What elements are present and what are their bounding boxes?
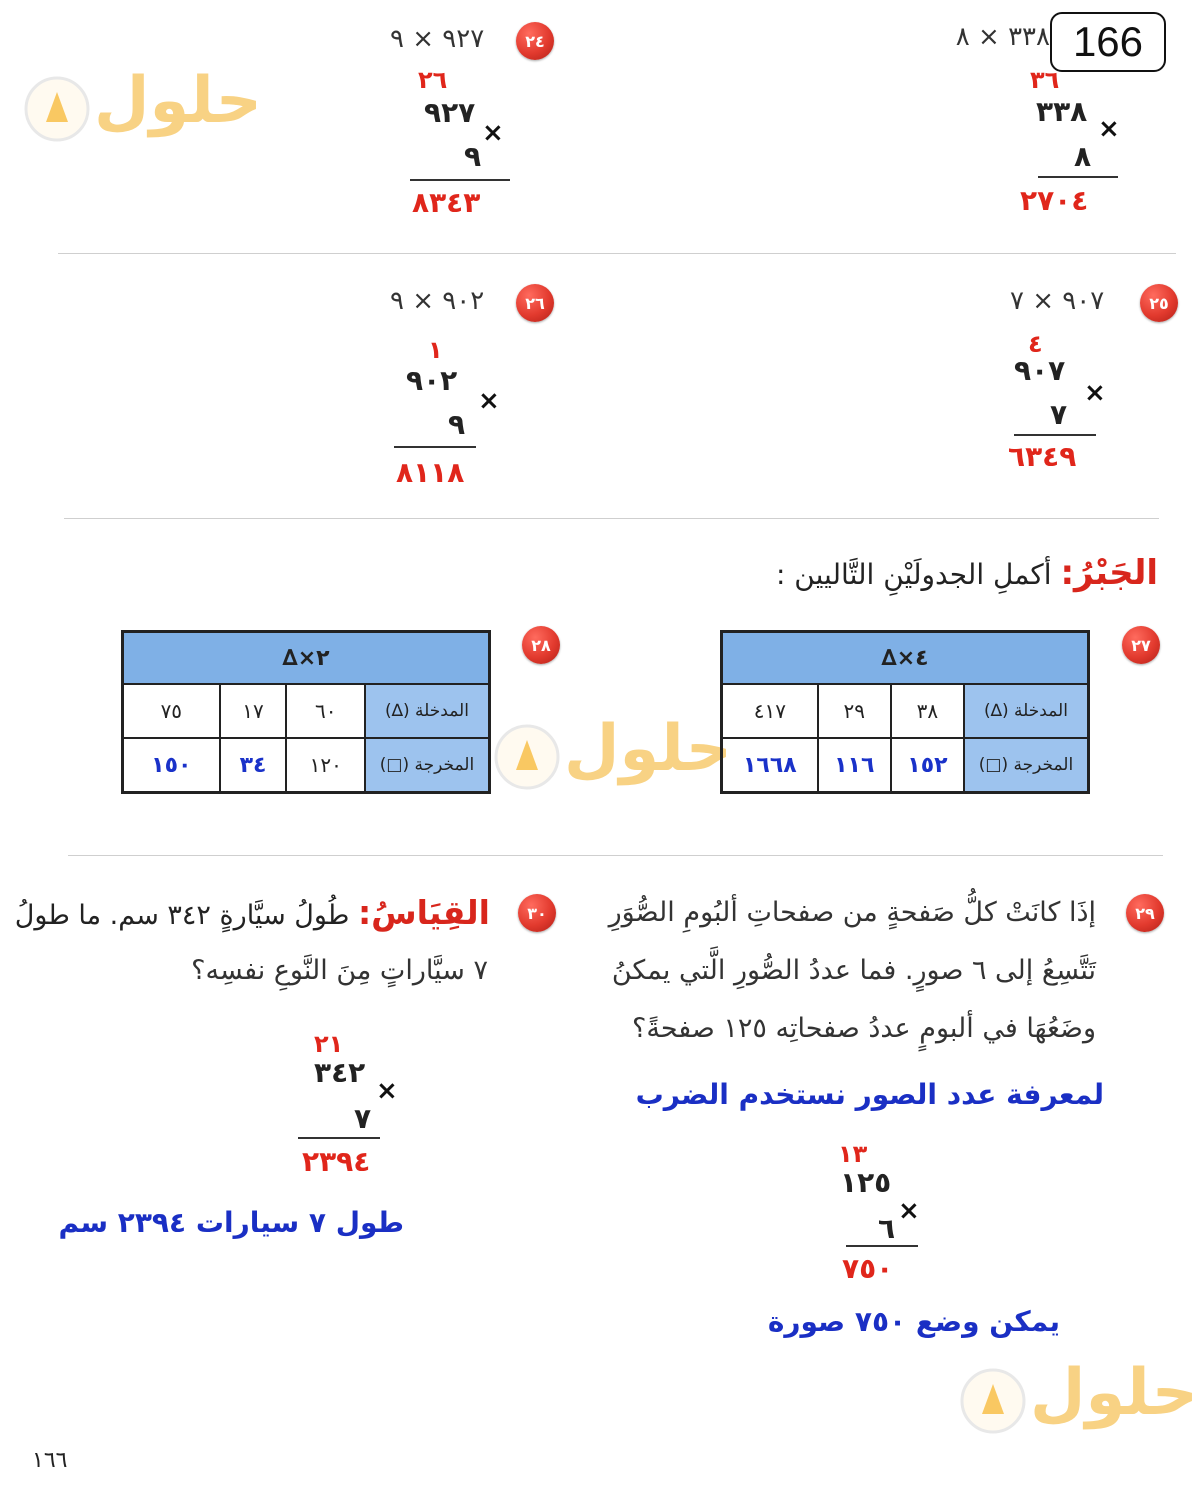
- algebra-instruction: أكملِ الجدولَيْنِ التَّاليين :: [775, 558, 1052, 591]
- problem-24-badge: ٢٤: [516, 22, 554, 60]
- table-27-output-3: ١٦٦٨: [722, 738, 818, 793]
- problem-26-carry: ١: [428, 336, 443, 364]
- table-28-input-1: ٦٠: [286, 684, 365, 738]
- table-28-output-1: ١٢٠: [286, 738, 365, 793]
- problem-24-times-sign: ×: [482, 118, 504, 148]
- table-27-output-1: ١٥٢: [891, 738, 964, 793]
- logo-text: حلول: [1030, 1356, 1198, 1430]
- problem-25-times-sign: ×: [1084, 378, 1106, 408]
- problem-30-line-1: طُولُ سيَّارةٍ ٣٤٢ سم. ما طولُ: [14, 900, 350, 931]
- table-27-header-row: [722, 632, 1089, 685]
- table-27-output-2: ١١٦: [818, 738, 891, 793]
- table-27-input-2: ٢٩: [818, 684, 891, 738]
- problem-29-answer: يمكن وضع ٧٥٠ صورة: [767, 1305, 1060, 1338]
- table-27-input-1: ٣٨: [891, 684, 964, 738]
- divider-2: [64, 518, 1159, 519]
- problem-24-carry: ٢٦: [418, 66, 448, 94]
- problem-30-badge: ٣٠: [518, 894, 556, 932]
- divider-3: [68, 855, 1163, 856]
- problem-26-statement: ٩٠٢ × ٩: [390, 286, 485, 316]
- problem-29-hint: لمعرفة عدد الصور نستخدم الضرب: [635, 1078, 1104, 1111]
- problem-24-multiplicand: ٩٢٧: [424, 96, 476, 129]
- page-number-badge: 166: [1050, 12, 1166, 72]
- problem-26-multiplicand: ٩٠٢: [406, 364, 458, 397]
- table-27-header: ٤×∆: [722, 632, 1089, 685]
- problem-29-times-sign: ×: [898, 1196, 920, 1226]
- algebra-heading: [776, 553, 1158, 593]
- problem-26-times-sign: ×: [478, 386, 500, 416]
- problem-30-multiplier: ٧: [354, 1102, 372, 1135]
- problem-24-multiplier: ٩: [464, 140, 482, 173]
- problem-29-line-3: وضَعُهَا في ألبومٍ عددُ صفحاتِه ١٢٥ صفحةً؟: [632, 1013, 1096, 1044]
- table-28-output-row: [123, 738, 490, 793]
- table-28-input-2: ١٧: [220, 684, 287, 738]
- problem-30-answer: طول ٧ سيارات ٢٣٩٤ سم: [58, 1206, 404, 1239]
- table-27-input-row: [722, 684, 1089, 738]
- table-28: [121, 630, 491, 794]
- table-27-input-label: المدخلة (∆): [964, 684, 1089, 738]
- table-27-input-3: ٤١٧: [722, 684, 818, 738]
- table-28-output-2: ٣٤: [220, 738, 287, 793]
- table-28-header: ٢×∆: [123, 632, 490, 685]
- problem-30-result: ٢٣٩٤: [302, 1145, 371, 1178]
- problem-29-multiplicand: ١٢٥: [840, 1166, 892, 1199]
- algebra-title: الجَبْرُ:: [1060, 553, 1158, 593]
- table-28-input-label: المدخلة (∆): [365, 684, 490, 738]
- problem-25-result: ٦٣٤٩: [1008, 440, 1077, 473]
- problem-23-result: ٢٧٠٤: [1020, 184, 1089, 217]
- problem-30-carry: ٢١: [314, 1030, 344, 1058]
- problem-23-multiplier: ٨: [1074, 140, 1092, 173]
- logo-icon: [492, 722, 562, 792]
- problem-29-rule: [846, 1245, 918, 1247]
- problem-29-carry: ١٣: [838, 1140, 868, 1168]
- problem-30-times-sign: ×: [376, 1076, 398, 1106]
- problem-30-title: القِيَاسُ:: [357, 893, 490, 932]
- problem-26-result: ٨١١٨: [396, 456, 465, 489]
- problem-26-multiplier: ٩: [448, 408, 466, 441]
- problem-23-times-sign: ×: [1098, 114, 1120, 144]
- watermark-logo-bottom: [958, 1354, 1198, 1444]
- table-27-output-label: المخرجة (□): [964, 738, 1089, 793]
- problem-24-rule: [410, 179, 510, 181]
- problem-29-result: ٧٥٠: [842, 1252, 894, 1285]
- logo-icon: [22, 74, 92, 144]
- problem-23-rule: [1038, 176, 1118, 178]
- logo-text: حلول: [564, 712, 732, 786]
- footer-page-number: ١٦٦: [32, 1448, 68, 1473]
- table-28-output-label: المخرجة (□): [365, 738, 490, 793]
- table-28-output-3: ١٥٠: [123, 738, 220, 793]
- watermark-logo-middle: [492, 712, 732, 802]
- problem-24-result: ٨٣٤٣: [412, 186, 481, 219]
- table-28-header-row: [123, 632, 490, 685]
- problem-26-rule: [394, 446, 476, 448]
- problem-25-rule: [1014, 434, 1096, 436]
- problem-27-badge: ٢٧: [1122, 626, 1160, 664]
- logo-text: حلول: [94, 64, 262, 138]
- problem-23-multiplicand: ٣٣٨: [1036, 95, 1088, 128]
- problem-25-statement: ٩٠٧ × ٧: [1010, 286, 1105, 316]
- problem-23-statement: ٣٣٨ × ٨: [955, 22, 1050, 52]
- problem-23-carry: ٣٦: [1030, 66, 1060, 94]
- problem-29-line-1: إذَا كانَتْ كلُّ صَفحةٍ من صفحاتِ ألبُومِ الصُّوَرِ: [608, 897, 1096, 928]
- problem-26-badge: ٢٦: [516, 284, 554, 322]
- problem-24-statement: ٩٢٧ × ٩: [390, 24, 485, 54]
- problem-30-line-1-wrap: [15, 884, 490, 945]
- table-28-input-row: [123, 684, 490, 738]
- problem-28-badge: ٢٨: [522, 626, 560, 664]
- table-28-input-3: ٧٥: [123, 684, 220, 738]
- problem-25-multiplicand: ٩٠٧: [1014, 354, 1066, 387]
- problem-29-line-2: تَتَّسِعُ إلى ٦ صورٍ. فما عددُ الصُّورِ الَّتي يمكنُ: [611, 955, 1096, 986]
- watermark-logo-top: [22, 62, 262, 152]
- problem-25-carry: ٤: [1028, 330, 1043, 358]
- logo-icon: [958, 1366, 1028, 1436]
- table-27: [720, 630, 1090, 794]
- problem-30-multiplicand: ٣٤٢: [314, 1056, 366, 1089]
- problem-25-badge: ٢٥: [1140, 284, 1178, 322]
- table-27-output-row: [722, 738, 1089, 793]
- problem-30-line-2: ٧ سيَّاراتٍ مِنَ النَّوعِ نفسِه؟: [191, 955, 488, 986]
- problem-25-multiplier: ٧: [1050, 398, 1068, 431]
- problem-29-multiplier: ٦: [878, 1212, 896, 1245]
- problem-30-rule: [298, 1137, 380, 1139]
- divider-1: [58, 253, 1176, 254]
- problem-29-badge: ٢٩: [1126, 894, 1164, 932]
